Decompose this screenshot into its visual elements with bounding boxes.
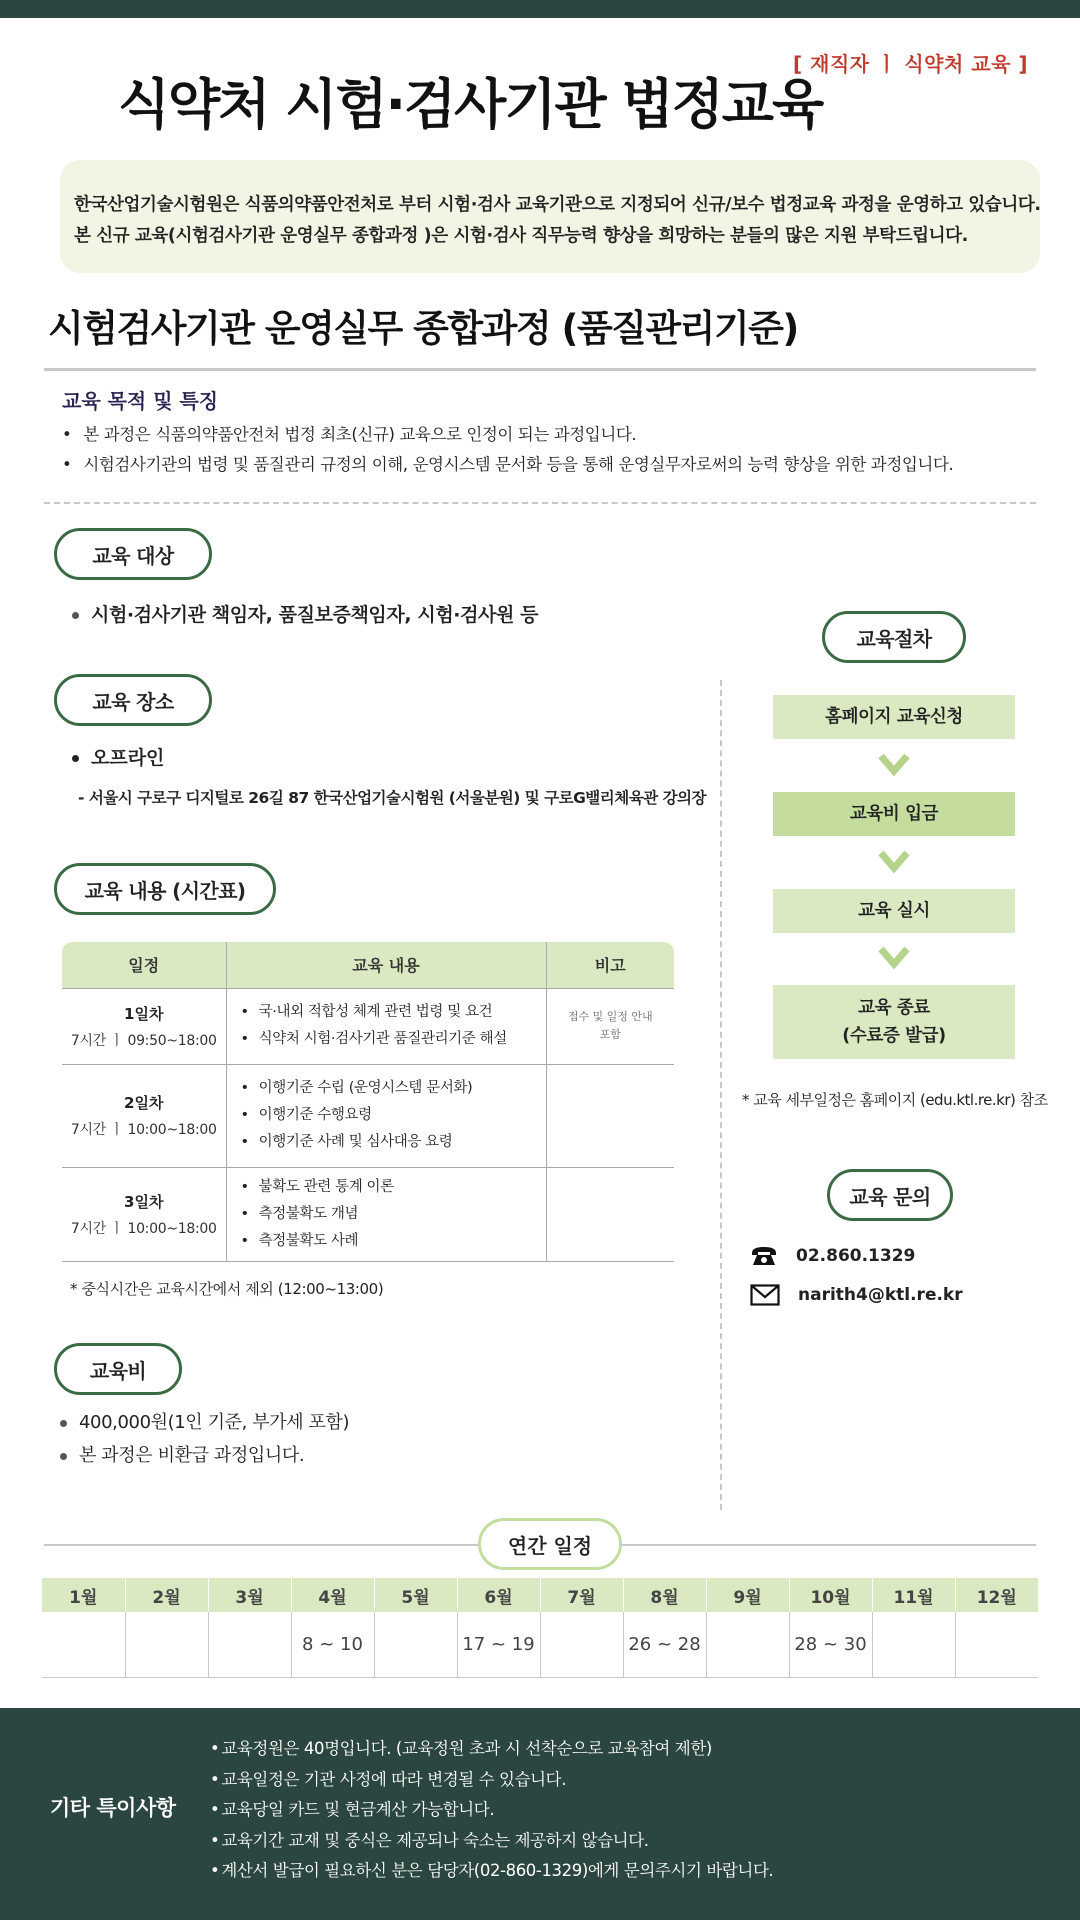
list-item: • 이행기준 사례 및 심사대응 요령 [241,1129,546,1156]
day-time: 7시간 ㅣ 10:00~18:00 [70,1122,217,1138]
venue-address: - 서울시 구로구 디지털로 26길 87 한국산업기술시험원 (서울분원) 및 구로G밸리체육관 강의장 [78,789,706,807]
note-cell [546,1064,674,1167]
footer [0,1708,1080,1920]
venue-type-value: 오프라인 [91,747,165,769]
process-step-apply: 홈페이지 교육신청 [773,695,1015,739]
month-date-cell [706,1612,789,1677]
month-date-cell: 8 ~ 10 [291,1612,374,1677]
content-cell [226,1167,546,1261]
target-value: 시험·검사기관 책임자, 품질보증책임자, 시험·검사원 등 [91,604,539,626]
month-header: 1월 [42,1578,125,1612]
schedule-heading: 교육 내용 (시간표) [54,863,276,915]
process-note: * 교육 세부일정은 홈페이지 (edu.ktl.re.kr) 참조 [742,1091,1048,1109]
top-bar [0,0,1080,18]
list-item [60,1406,349,1439]
page-title: 식약처 시험·검사기관 법정교육 [117,73,823,136]
list-item: • 시험검사기관의 법령 및 품질관리 규정의 이해, 운영시스템 문서화 등을 통해 운영실무자로써의 능력 향상을 위한 과정입니다. [62,450,953,480]
target-text [72,600,538,627]
list-item: • 측정불확도 사례 [241,1228,546,1255]
month-date-cell [955,1612,1038,1677]
phone-icon [750,1244,778,1268]
category-tag: [ 재직자 ㅣ 식약처 교육 ] [793,52,1028,76]
process-step-training: 교육 실시 [773,889,1015,933]
month-header: 2월 [125,1578,208,1612]
day-cell [62,988,226,1064]
venue-type [72,743,164,770]
day-cell [62,1167,226,1261]
note-text: 포함 [599,1028,621,1041]
note-cell [546,1167,674,1261]
chevron-down-icon [878,751,910,779]
month-header: 12월 [955,1578,1038,1612]
day-name: 2일차 [124,1094,164,1112]
month-date-cell [374,1612,457,1677]
day-cell [62,1064,226,1167]
note-text: 접수 및 일정 안내 [567,1010,653,1023]
contact-phone [750,1244,915,1268]
list-item: • 이행기준 수행요령 [241,1102,546,1129]
day-time: 7시간 ㅣ 10:00~18:00 [70,1220,217,1237]
list-item: • 이행기준 수립 (운영시스템 문서화) [241,1075,546,1102]
month-date-cell: 17 ~ 19 [457,1612,540,1677]
month-date-cell: 26 ~ 28 [623,1612,706,1677]
schedule-table [62,942,674,1262]
month-date-cell [208,1612,291,1677]
list-item: • 계산서 발급이 필요하신 분은 담당자(02-860-1329)에게 문의주시기 바랍니다. [210,1856,773,1887]
list-item: • 식약처 시험·검사기관 품질관리기준 해설 [241,1026,546,1053]
fee-amount: 400,000원(1인 기준, 부가세 포함) [79,1412,350,1433]
list-item: • 교육정원은 40명입니다. (교육정원 초과 시 선착순으로 교육참여 제한) [210,1734,773,1765]
column-header: 교육 내용 [226,942,546,988]
chevron-down-icon [878,848,910,876]
process-heading: 교육절차 [822,611,966,663]
course-title: 시험검사기관 운영실무 종합과정 (품질관리기준) [48,307,798,350]
contact-email [750,1284,963,1306]
fee-note: 본 과정은 비환급 과정입니다. [79,1445,305,1466]
annual-schedule-table [42,1578,1038,1678]
list-item: • 측정불확도 개념 [241,1201,546,1228]
contact-heading: 교육 문의 [827,1169,953,1221]
note-cell [546,988,674,1064]
list-item: • 불확도 관련 통계 이론 [241,1174,546,1201]
venue-heading: 교육 장소 [54,674,212,726]
list-item: • 국·내외 적합성 체계 관련 법령 및 요건 [241,999,546,1026]
month-header: 3월 [208,1578,291,1612]
day-name: 3일차 [124,1192,164,1211]
intro-line-2: 본 신규 교육(시험검사기관 운영실무 종합과정 )은 시험·검사 직무능력 향상을 희망하는 분들의 많은 지원 부탁드립니다. [74,226,968,246]
table-row [62,1167,674,1261]
list-item [60,1439,349,1472]
phone-number: 02.860.1329 [796,1246,916,1266]
intro-line-1: 한국산업기술시험원은 식품의약품안전처로 부터 시험·검사 교육기관으로 지정되어 신규/보수 법정교육 과정을 운영하고 있습니다. [74,195,1041,215]
fee-heading: 교육비 [54,1343,182,1395]
step-sublabel: (수료증 발급) [842,1026,946,1046]
annual-heading: 연간 일정 [478,1518,622,1570]
bullet-icon [72,755,79,762]
chevron-down-icon [878,944,910,972]
intro-box [60,160,1040,273]
content-cell [226,1064,546,1167]
purpose-list [62,420,953,480]
mail-icon [750,1284,780,1306]
fee-list [60,1406,349,1472]
month-header: 4월 [291,1578,374,1612]
month-header: 10월 [789,1578,872,1612]
month-date-cell [872,1612,955,1677]
list-item: • 본 과정은 식품의약품안전처 법정 최초(신규) 교육으로 인정이 되는 과정입니다. [62,420,953,450]
month-date-cell [125,1612,208,1677]
column-header: 비고 [546,942,674,988]
month-header: 5월 [374,1578,457,1612]
day-time: 7시간 ㅣ 09:50~18:00 [70,1032,217,1049]
month-date-cell [540,1612,623,1677]
month-date-cell: 28 ~ 30 [789,1612,872,1677]
footer-list [210,1734,773,1887]
email-address: narith4@ktl.re.kr [798,1285,963,1305]
month-header: 8월 [623,1578,706,1612]
bullet-icon [60,1453,67,1460]
bullet-icon [72,612,79,619]
table-row [62,1064,674,1167]
process-step-payment: 교육비 입금 [773,792,1015,836]
month-date-cell [42,1612,125,1677]
lunch-note: * 중식시간은 교육시간에서 제외 (12:00~13:00) [70,1280,384,1298]
table-row [62,988,674,1064]
column-header: 일정 [62,942,226,988]
content-cell [226,988,546,1064]
process-step-complete [773,985,1015,1059]
list-item: • 교육기간 교재 및 중식은 제공되나 숙소는 제공하지 않습니다. [210,1826,773,1857]
vertical-divider [720,680,722,1510]
month-header: 6월 [457,1578,540,1612]
bullet-icon [60,1420,67,1427]
divider [44,368,1036,371]
day-name: 1일차 [124,1004,164,1023]
month-header: 7월 [540,1578,623,1612]
step-label: 교육 종료 [858,998,930,1018]
list-item: • 교육당일 카드 및 현금계산 가능합니다. [210,1795,773,1826]
target-heading: 교육 대상 [54,528,212,580]
list-item: • 교육일정은 기관 사정에 따라 변경될 수 있습니다. [210,1765,773,1796]
month-header: 11월 [872,1578,955,1612]
table-row [42,1612,1038,1677]
purpose-heading: 교육 목적 및 특징 [62,389,219,413]
dashed-divider [44,502,1036,504]
month-header: 9월 [706,1578,789,1612]
footer-heading: 기타 특이사항 [50,1796,176,1820]
